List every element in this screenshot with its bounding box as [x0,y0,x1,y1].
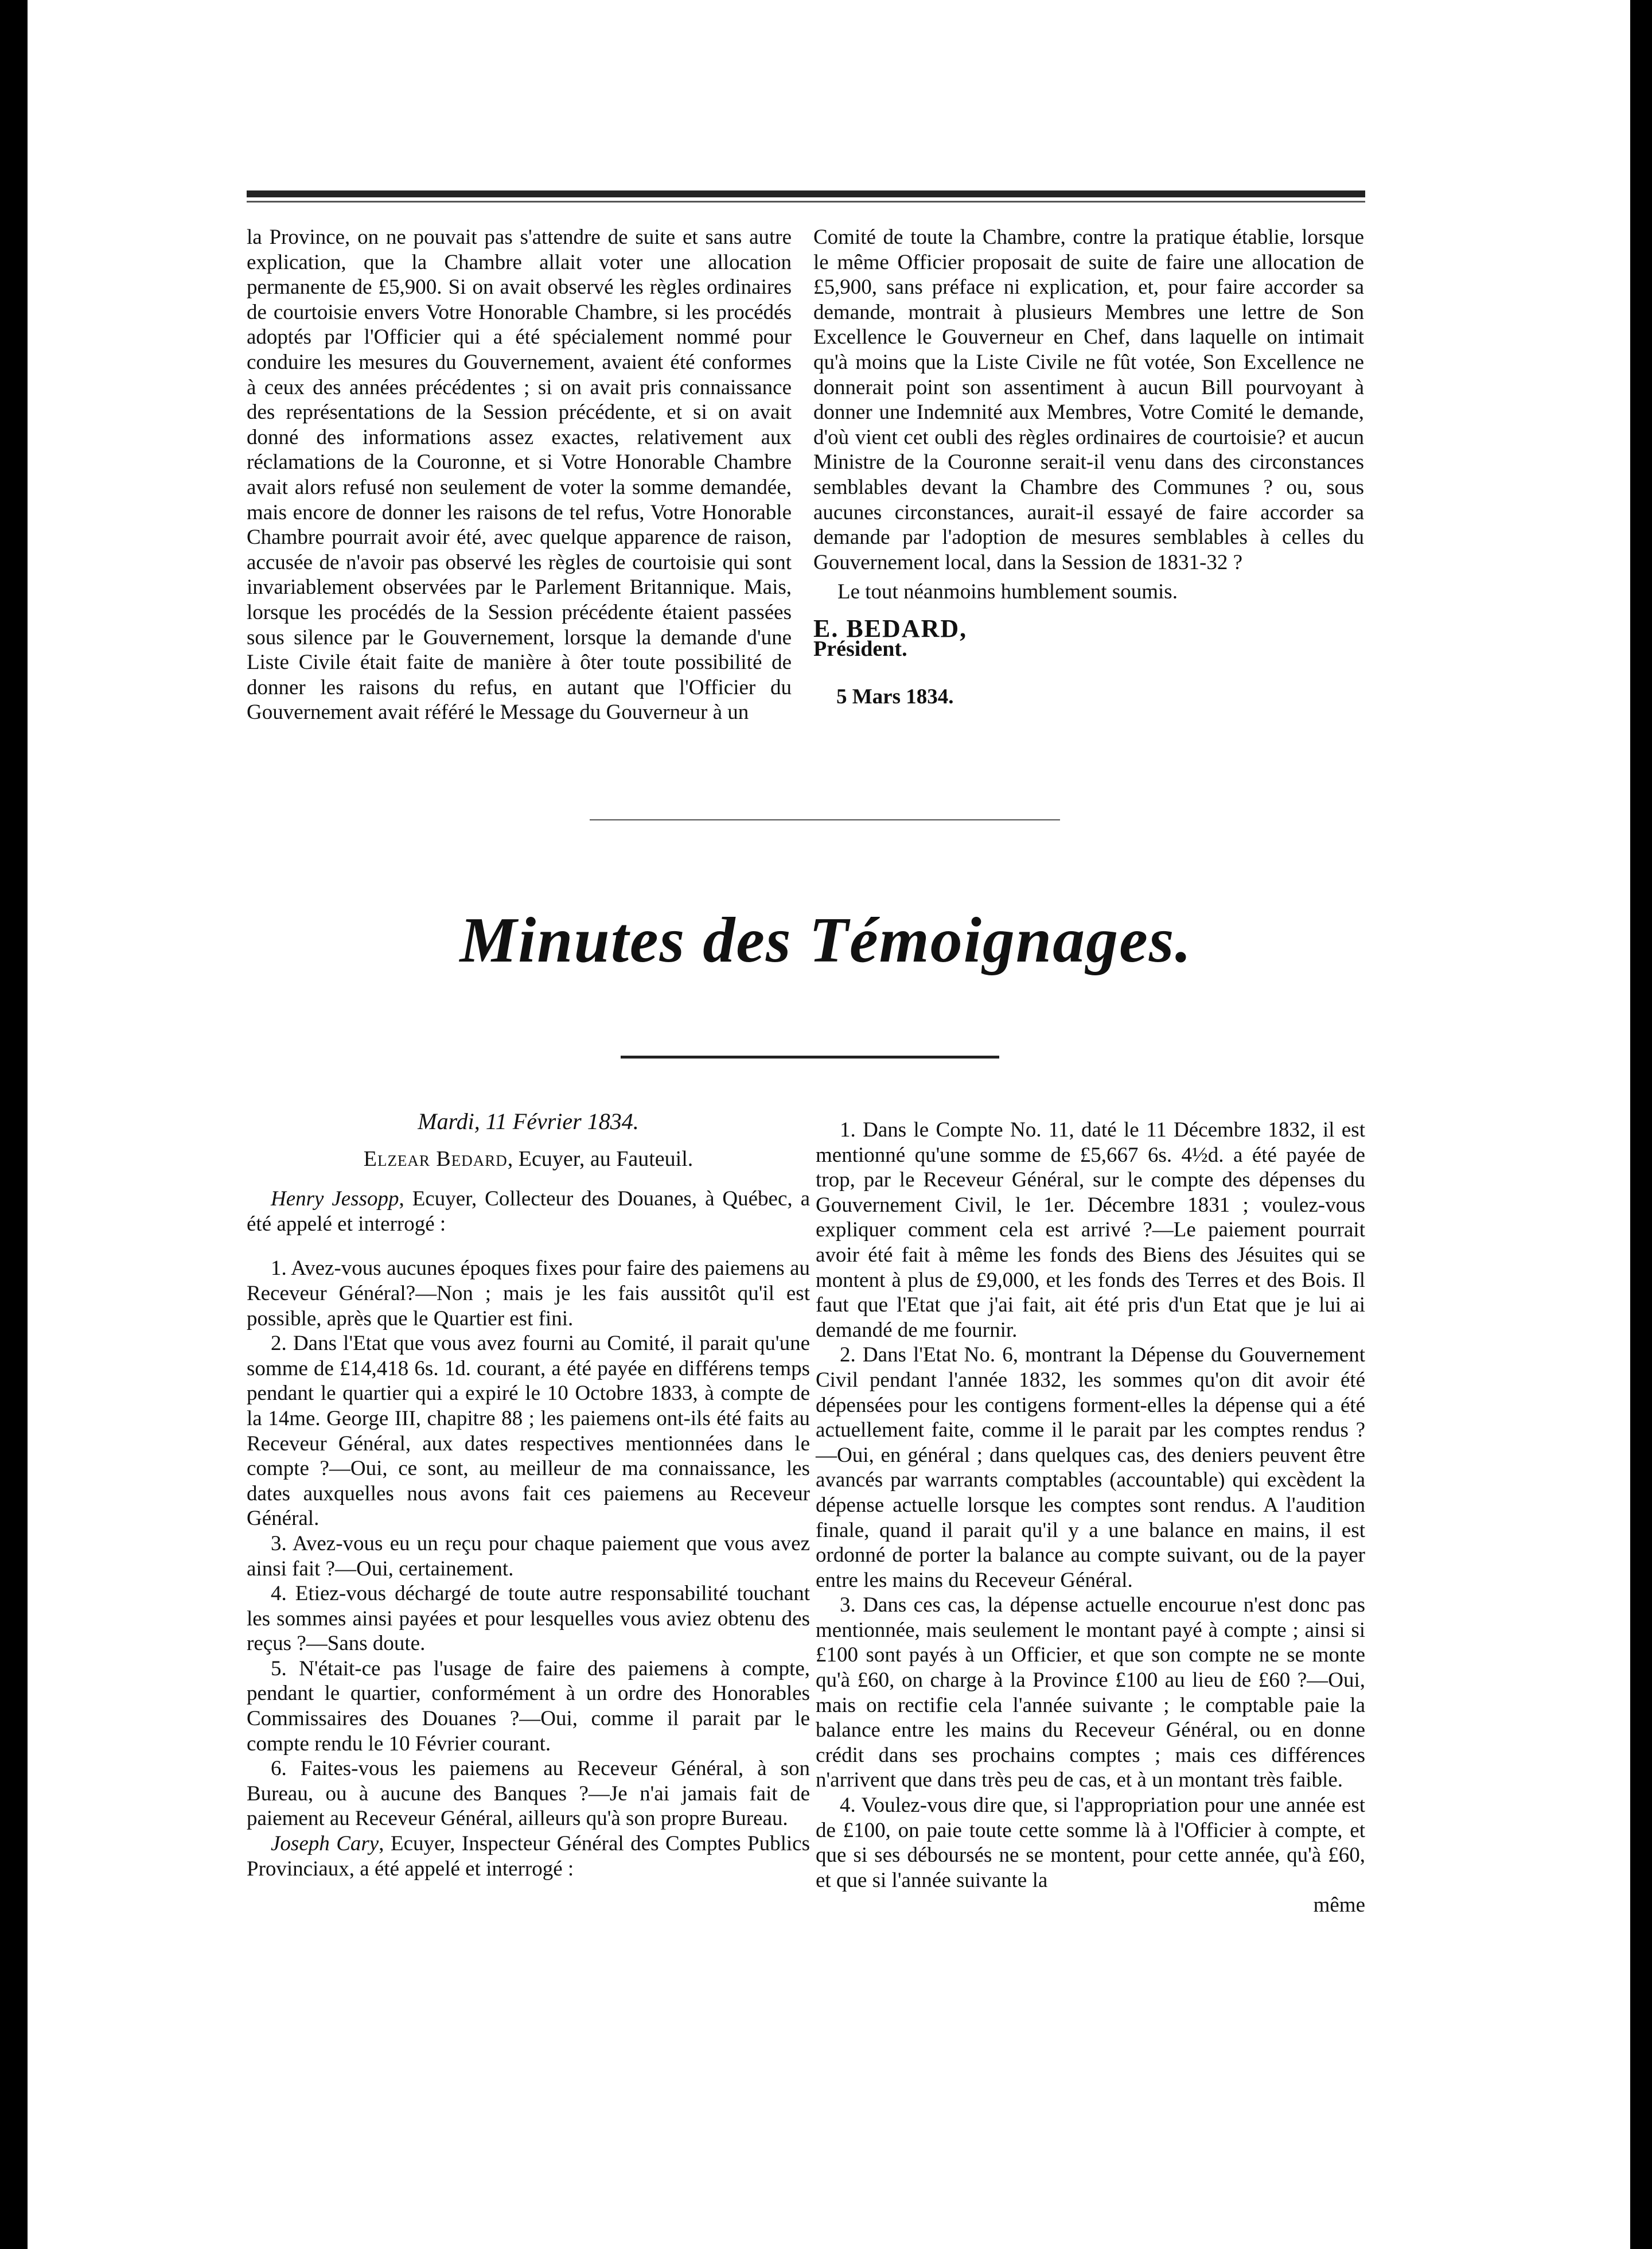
witness-intro-1 [247,1186,810,1236]
lower-left-column [247,1109,810,1881]
signature-title: Président. [813,636,907,661]
upper-left-column [247,225,792,725]
section-divider [590,819,1060,820]
top-rule-thin [247,201,1365,203]
session-dateline: Mardi, 11 Février 1834. [418,1108,639,1134]
witness-name-1: Henry Jessopp [271,1187,399,1211]
witness-rest-1: , Ecuyer, Collecteur des Douanes, à Québec, a été appelé et interrogé : [247,1187,810,1236]
question-2: 2. Dans l'Etat que vous avez fourni au Comité, il parait qu'une somme de £14,418 6s. 1d. courant, a été payée en différens temps pendant le quartier qui a expiré le 10 Octobre 1833, à compte de la 14me. George III, chapitre 88 ; les paiemens ont-ils été faits au Receveur Général, aux dates respectives mentionnées dans le compte ?—Oui, ce sont, au meilleur de ma connaissance, les dates auxquelles nous avons fait ces paiemens au Receveur Général. [247,1332,810,1531]
top-rule [247,190,1365,197]
lower-right-column [816,1118,1365,1918]
upper-left-paragraph: la Province, on ne pouvait pas s'attendre de suite et sans autre explication, que la Chambre allait voter une allocation permanente de £5,900. Si on avait observé les règles ordinaires de courtoisie envers Votre Honorable Chambre, si les procédés adoptés par l'Officier qui a été spécialement nommé pour conduire les mesures du Gouvernement, avaient été conformes à ceux des années précédentes ; si on avait pris connaissance des représentations de la Session précédente, et si on avait donné des informations assez exactes, relativement aux réclamations de la Couronne, et si Votre Honorable Chambre avait alors refusé non seulement de voter la somme demandée, mais encore de donner les raisons de tel refus, Votre Honorable Chambre pourrait avoir été, avec quelque apparence de raison, accusée de n'avoir pas observé les règles de courtoisie qui sont invariablement observées par le Parlement Britannique. Mais, lorsque les procédés de la Session précédente étaient passées sous silence par le Gouvernement, lorsque la demande d'une Liste Civile était faite de manière à ôter toute possibilité de donner les raisons du refus, en autant que l'Officier du Gouvernement avait référé le Message du Gouverneur à un [247,225,792,725]
president-rest: , Ecuyer, au Fauteuil. [507,1146,693,1171]
answer-1: 1. Dans le Compte No. 11, daté le 11 Décembre 1832, il est mentionné qu'une somme de £5,667 6s. 4½d. a été payée de trop, par le Receveur Général, sur le compte des dépenses du Gouvernement Civil, le 1er. Décembre 1831 ; voulez-vous expliquer comment cela est arrivé ?—Le paiement pourrait avoir été fait à même les fonds des Biens des Jésuites qui se montent à plus de £9,000, et les fonds des Terres et des Bois. Il faut que l'Etat que j'ai fait, ait été pris d'un Etat que je lui ai demandé de me fournir. [816,1118,1365,1342]
presiding-line [247,1147,810,1172]
scan-border-left [0,0,28,2249]
question-1: 1. Avez-vous aucunes époques fixes pour faire des paiemens au Receveur Général?—Non ; mais je les fais aussitôt qu'il est possible, après que le Quartier est fini. [247,1256,810,1330]
section-title: Minutes des Témoignages. [459,905,1193,976]
answer-3: 3. Dans ces cas, la dépense actuelle encourue n'est donc pas mentionnée, mais seulement le montant payé à compte ; ainsi si £100 sont payés à un Officier, et que son compte ne se monte qu'à £60, on charge à la Province £100 au lieu de £60 ?—Oui, mais on rectifie cela l'année suivante ; le comptable paie la balance entre les mains du Receveur Général, ou en donne crédit dans ses prochains comptes ; mais ces différences n'arrivent que dans très peu de cas, et à un montant très faible. [816,1593,1365,1792]
catchword: même [1313,1893,1365,1917]
closing-line: Le tout néanmoins humblement soumis. [837,580,1178,604]
upper-right-paragraph: Comité de toute la Chambre, contre la pratique établie, lorsque le même Officier proposait de suite de faire une allocation de £5,900, sans préface ni explication, et, pour faire accorder sa demande, montrait à plusieurs Membres une lettre de Son Excellence le Gouverneur en Chef, dans laquelle on intimait qu'à moins que la Liste Civile ne fût votée, Son Excellence ne donnerait point son assentiment à aucun Bill pourvoyant à donner une Indemnité aux Membres, Votre Comité le demande, d'où vient cet oubli des règles ordinaires de courtoisie? et aucun Ministre de la Couronne serait-il venu dans des circonstances semblables devant la Chambre des Communes ? ou, sous aucunes circonstances, aurait-il essayé de faire accorder sa demande par l'adoption de mesures semblables à celles du Gouvernement local, dans la Session de 1831-32 ? [813,225,1364,574]
title-rule [621,1056,999,1059]
scan-border-right [1630,0,1652,2249]
witness-intro-2 [247,1831,810,1881]
question-4: 4. Etiez-vous déchargé de toute autre responsabilité touchant les sommes ainsi payées et pour lesquelles vous aviez obtenu des reçus ?—Sans doute. [247,1582,810,1656]
witness-rest-2: , Ecuyer, Inspecteur Général des Comptes Publics Provinciaux, a été appelé et interrogé : [247,1832,810,1881]
question-5: 5. N'était-ce pas l'usage de faire des paiemens à compte, pendant le quartier, conformément à un ordre des Honorables Commissaires des Douanes ?—Oui, comme il parait par le compte rendu le 10 Février courant. [247,1656,810,1756]
question-3: 3. Avez-vous eu un reçu pour chaque paiement que vous avez ainsi fait ?—Oui, certainement. [247,1531,810,1581]
report-date: 5 Mars 1834. [836,685,954,709]
answer-4: 4. Voulez-vous dire que, si l'appropriation pour une année est de £100, on paie toute cette somme là à l'Officier à compte, et que si ses déboursés ne se montent, pour cette année, qu'à £60, et que si l'année suivante la [816,1793,1365,1892]
signature-name: E. BEDARD, [813,614,968,643]
answer-2: 2. Dans l'Etat No. 6, montrant la Dépense du Gouvernement Civil pendant l'année 1832, les sommes qu'on dit avoir été dépensées pour les contigens forment-elles la dépense qui a été actuellement faite, comme il le parait par les comptes rendus ?—Oui, en général ; dans quelques cas, des deniers peuvent être avancés par warrants comptables (accountable) qui excèdent la dépense actuelle lorsque les comptes sont rendus. A l'audition finale, quand il parait qu'il y a une balance en mains, il est ordonné de porter la balance au compte suivant, ou de la payer entre les mains du Receveur Général. [816,1343,1365,1592]
president-name: Elzear Bedard [363,1146,508,1171]
upper-right-column [813,225,1364,710]
question-6: 6. Faites-vous les paiemens au Receveur Général, à son Bureau, ou à aucune des Banques ?—Je n'ai jamais fait de paiement au Receveur Général, ailleurs qu'à son propre Bureau. [247,1757,810,1831]
witness-name-2: Joseph Cary [271,1832,379,1856]
